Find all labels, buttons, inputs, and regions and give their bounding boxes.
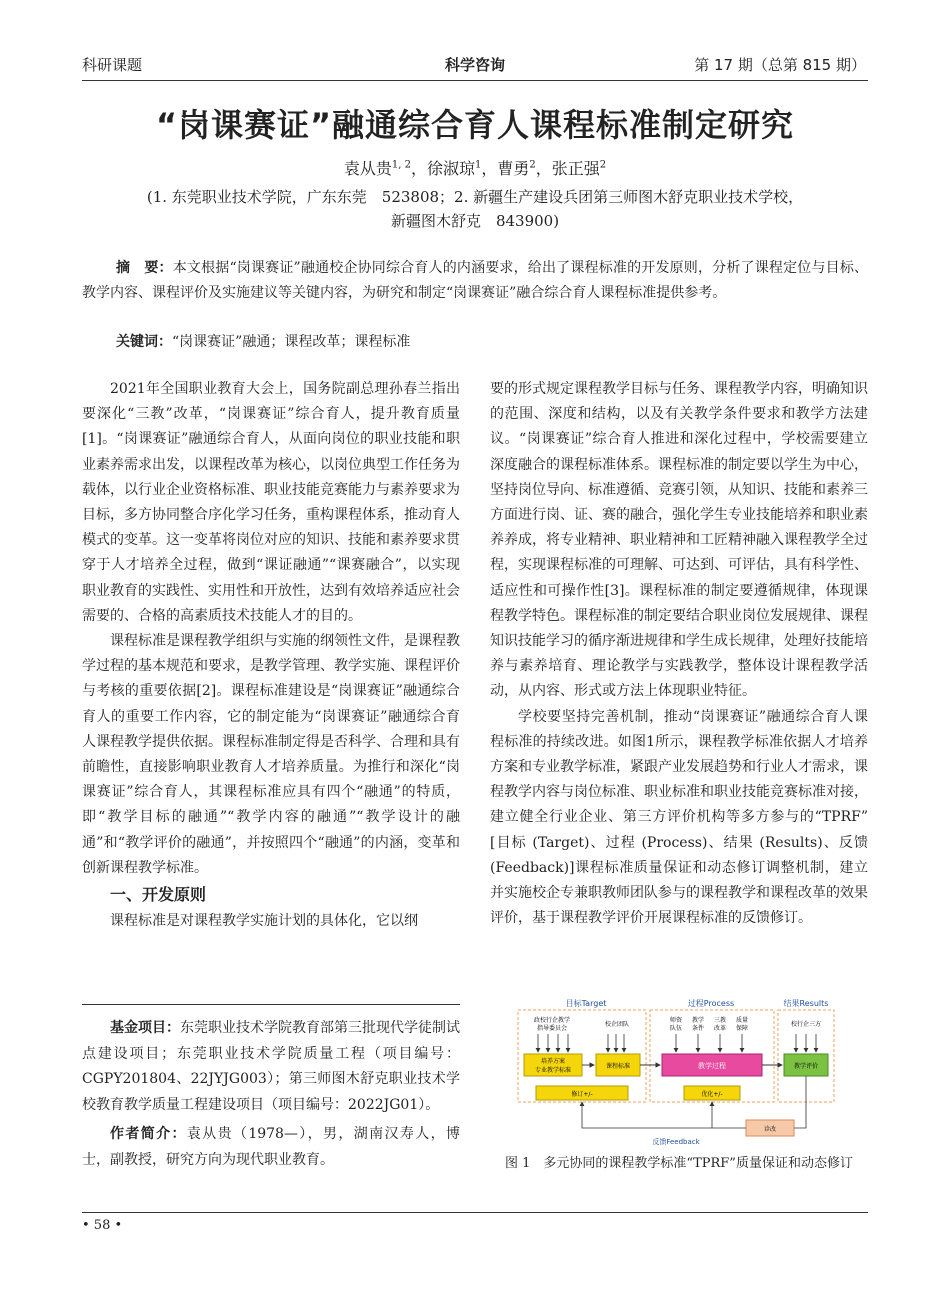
author-affil-mark: 2 [529, 159, 536, 171]
zone-process-label: 过程Process [687, 999, 735, 1008]
optimize-label: 优化+/- [701, 1091, 723, 1098]
paper-title: “岗课赛证”融通综合育人课程标准制定研究 [155, 106, 795, 144]
author-affil-mark: 2 [599, 159, 607, 171]
running-header-journal: 科学咨询 [444, 56, 505, 74]
training-plan-label: 专业教学标准 [534, 1067, 572, 1074]
header-rule [82, 80, 868, 81]
figure-caption: 图 1 多元协同的课程教学标准“TPRF”质量保证和动态修订 [505, 1156, 853, 1171]
author-name: 袁从贵 [343, 159, 392, 178]
zone-target-label: 目标Target [565, 999, 607, 1008]
footnote-rule [82, 1004, 460, 1005]
footer-rule [82, 1212, 868, 1213]
training-plan-label: 培养方案 [540, 1058, 566, 1065]
third-party-label: 校行企三方 [790, 1021, 822, 1028]
feedback-label: 反馈Feedback [652, 1138, 700, 1146]
keywords-label: 关键词： [116, 334, 172, 350]
teachers-label: 队伍 [669, 1025, 683, 1032]
section-heading: 一、开发原则 [110, 885, 207, 905]
author-name: 徐淑琼 [426, 159, 475, 178]
abstract-label: 摘 要： [116, 260, 173, 276]
author-bio-text: 袁从贵（1978—），男，湖南汉寿人，博士，副教授，研究方向为现代职业教育。 [82, 1126, 460, 1168]
paragraph: 课程标准是对课程教学实施计划的具体化，它以纲 [110, 913, 418, 930]
author-bio-label: 作者简介： [110, 1126, 187, 1142]
fund-note [82, 1016, 460, 1118]
teaching-process-label: 教学过程 [698, 1062, 726, 1070]
paragraph: 课程标准是课程教学组织与实施的纲领性文件，是课程教学过程的基本规范和要求，是教学管理、教学实施、课程评价与考核的重要依据[2]。课程标准建设是“岗课赛证”融通综合育人的重要工作内容，它的制定能为“岗课赛证”融通综合育人课程教学提供依据。课程标准制定得是否科学、合理和具有前瞻性，直接影响职业教育人才培养质量。为推行和深化“岗课赛证”综合育人，其课程标准应具有四个“融通”的特质，即“教学目标的融通”“教学内容的融通”“教学设计的融通”和“教学评价的融通”，并按照四个“融通”的内涵，变革和创新课程教学标准。 [82, 633, 460, 876]
keywords [82, 330, 868, 355]
author-note [82, 1122, 460, 1173]
paragraph: 学校要坚持完善机制，推动“岗课赛证”融通综合育人课程标准的持续改进。如图1所示，课程教学标准依据人才培养方案和专业教学标准，紧跟产业发展趋势和行业人才需求，课程教学内容与岗位标准、职业标准和职业技能竞赛标准对接，建立健全行业企业、第三方评价机构等多方参与的“TPRF” [目标 (Target)、过程 (Process)、结果 (Results)、反馈 (Feedback)]课程标准质量保证和动态修订调整机制，建立并实施校企专兼职教师团队参与的课程教学和课程改革的效果评价，基于课程教学评价开展课程标准的反馈修订。 [490, 708, 882, 927]
keywords-text: “岗课赛证”融通；课程改革；课程标准 [172, 334, 411, 350]
zone-results-label: 结果Results [783, 999, 829, 1008]
body-column-left [82, 377, 460, 934]
revise-label: 修订+/- [571, 1091, 593, 1098]
diagnose-label: 诊改 [763, 1126, 777, 1133]
quality-assurance-label: 质量 [735, 1017, 749, 1024]
author-name: 张正强 [551, 159, 600, 178]
school-team-label: 校企团队 [604, 1021, 630, 1028]
abstract-text: 本文根据“岗课赛证”融通校企协同综合育人的内涵要求，给出了课程标准的开发原则，分析了课程定位与目标、教学内容、课程评价及实施建议等关键内容，为研究和制定“岗课赛证”融合综合育人课程标准提供参考。 [82, 260, 869, 301]
teaching-conditions-label: 教学 [691, 1017, 705, 1024]
paragraph: 要的形式规定课程教学目标与任务、课程教学内容，明确知识的范围、深度和结构，以及有关教学条件要求和教学方法建议。“岗课赛证”综合育人推进和深化过程中，学校需要建立深度融合的课程标准体系。课程标准的制定要以学生为中心，坚持岗位导向、标准遵循、竞赛引领，从知识、技能和素养三方面进行岗、证、赛的融合，强化学生专业技能培养和职业素养养成，将专业精神、职业精神和工匠精神融入课程教学全过程，实现课程标准的可理解、可达到、可评估，具有科学性、适应性和可操作性[3]。课程标准的制定要遵循规律，体现课程教学特色。课程标准的制定要结合职业岗位发展规律、课程知识技能学习的循序渐进规律和学生成长规律，处理好技能培养与素养培育、理论教学与实践教学，整体设计课程教学活动，从内容、形式或方法上体现职业特征。 [490, 381, 868, 700]
page-number: • 58 • [82, 1218, 123, 1233]
affiliation-line-1: (1. 东莞职业技术学院，广东东莞 523808；2. 新疆生产建设兵团第三师图木舒克职业技术学校， [146, 188, 804, 206]
running-header-issue: 第 17 期（总第 815 期） [694, 56, 866, 74]
paragraph: 2021年全国职业教育大会上，国务院副总理孙春兰指出要深化“三教”改革，“岗课赛证”综合育人，提升教育质量[1]。“岗课赛证”融通综合育人，从面向岗位的职业技能和职业素养需求出发，以课程改革为核心，以岗位典型工作任务为载体，以行业企业资格标准、职业技能竞赛能力与素养要求为目标，多方协同整合序化学习任务，重构课程体系，推动育人模式的变革。这一变革将岗位对应的知识、技能和素养要求贯穿于人才培养全过程，做到“课证融通”“课赛融合”，以实现职业教育的实践性、实用性和开放性，达到有效培养适应社会需要的、合格的高素质技术技能人才的目的。 [82, 381, 460, 624]
running-header-left: 科研课题 [82, 56, 143, 74]
committee-label: 指导委员会 [536, 1025, 568, 1032]
teaching-evaluation-label: 教学评价 [793, 1063, 819, 1070]
affiliation-line-2: 新疆图木舒克 843900) [390, 212, 560, 230]
author-affil-mark: 1, 2 [391, 159, 411, 171]
fund-text: 东莞职业技术学院教育部第三批现代学徒制试点建设项目；东莞职业技术学院质量工程（项目编号：CGPY201804、22JYJG003）；第三师图木舒克职业技术学校教育教学质量工程建设项目（项目编号：2022JG01）。 [82, 1020, 460, 1113]
tprf-diagram [516, 996, 836, 1148]
body-column-right [490, 377, 882, 931]
fund-label: 基金项目： [110, 1020, 180, 1036]
three-reforms-label: 三教 [713, 1017, 727, 1024]
author-name: 曹勇 [497, 159, 530, 178]
abstract [82, 256, 868, 306]
author-affil-mark: 1 [474, 159, 482, 171]
course-standard-label: 课程标准 [605, 1063, 631, 1070]
quality-assurance-label: 保障 [735, 1025, 749, 1032]
author-list: 袁从贵$^{1, 2}$，徐淑琼$^1$，曹勇$^2$，张正强$^2$ [343, 159, 607, 178]
three-reforms-label: 改革 [713, 1025, 727, 1032]
committee-label: 政校行企教学 [533, 1017, 571, 1024]
teachers-label: 师资 [669, 1017, 683, 1024]
footnotes [82, 1016, 460, 1177]
teaching-conditions-label: 条件 [691, 1025, 705, 1032]
